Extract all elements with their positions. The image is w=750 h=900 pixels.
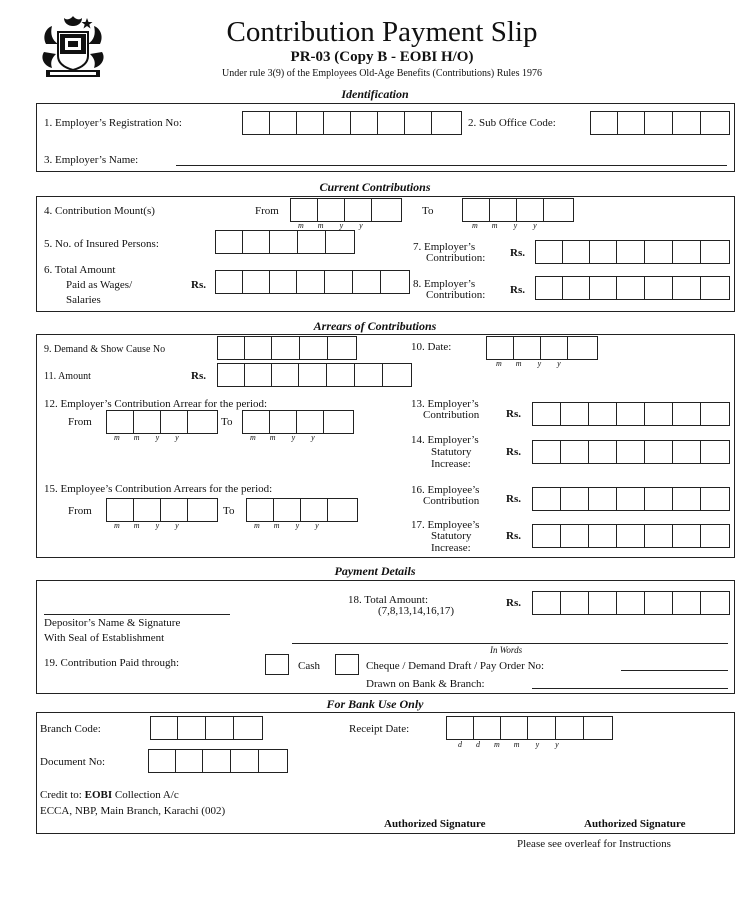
rs-label: Rs.	[510, 284, 525, 296]
drawn-on-line[interactable]	[532, 688, 728, 689]
total-amount-label-2: Paid as Wages/	[66, 279, 133, 291]
ecca-text: ECCA, NBP, Main Branch, Karachi (002)	[40, 805, 226, 817]
document-no-label: Document No:	[40, 756, 106, 768]
employer-statutory-14-sub2: Increase:	[431, 458, 471, 470]
total-amount-wages-field[interactable]	[215, 270, 410, 294]
employer-contribution-8-field[interactable]	[535, 276, 730, 300]
employer-registration-label: 1. Employer’s Registration No:	[44, 117, 182, 129]
employer-contribution-8-sub: Contribution:	[426, 289, 486, 301]
credit-to-text: Credit to: EOBI Collection A/c	[40, 789, 179, 801]
instructions-note: Please see overleaf for Instructions	[517, 838, 671, 850]
arrears-date-field[interactable]	[486, 336, 598, 360]
drawn-on-label: Drawn on Bank & Branch:	[366, 678, 485, 690]
current-from-month-year-field[interactable]	[290, 198, 402, 222]
employee-statutory-17-label: 17. Employee’s	[411, 519, 480, 531]
demand-show-cause-field[interactable]	[217, 336, 357, 360]
employer-contribution-13-field[interactable]	[532, 402, 730, 426]
rule-reference: Under rule 3(9) of the Employees Old-Age Benefits (Contributions) Rules 1976	[222, 68, 542, 79]
cheque-label: Cheque / Demand Draft / Pay Order No:	[366, 660, 545, 672]
from-label: From	[68, 505, 92, 517]
employee-arrear-period-label: 15. Employee’s Contribution Arrears for the period:	[44, 483, 273, 495]
receipt-date-label: Receipt Date:	[349, 723, 410, 735]
rs-label: Rs.	[506, 446, 521, 458]
employee-arrear-to-field[interactable]	[246, 498, 358, 522]
employer-contribution-8-label: 8. Employer’s	[413, 278, 476, 290]
cash-label: Cash	[298, 660, 320, 672]
section-arrears-heading: Arrears of Contributions	[313, 319, 437, 333]
rs-label: Rs.	[506, 408, 521, 420]
amount-in-words-line[interactable]	[292, 643, 728, 644]
current-to-month-year-field[interactable]	[462, 198, 574, 222]
mmyy-hint: m m y y	[496, 359, 561, 368]
total-amount-18-label: 18. Total Amount:	[348, 594, 429, 606]
employer-arrear-period-label: 12. Employer’s Contribution Arrear for the period:	[44, 398, 268, 410]
mmyy-hint: m m y y	[254, 521, 319, 530]
mmyy-hint: m m y y	[472, 221, 537, 230]
employer-name-label: 3. Employer’s Name:	[44, 154, 139, 166]
rs-label: Rs.	[506, 530, 521, 542]
branch-code-label: Branch Code:	[40, 723, 101, 735]
document-no-field[interactable]	[148, 749, 288, 773]
mmyy-hint: m m y y	[250, 433, 315, 442]
mmyy-hint: m m y y	[114, 433, 179, 442]
mmyy-hint: m m y y	[114, 521, 179, 530]
from-label: From	[68, 416, 92, 428]
authorized-signature-2: Authorized Signature	[584, 818, 686, 830]
employer-statutory-14-label: 14. Employer’s	[411, 434, 479, 446]
employee-contribution-16-field[interactable]	[532, 487, 730, 511]
contribution-months-label: 4. Contribution Mount(s)	[44, 205, 155, 217]
paid-through-label: 19. Contribution Paid through:	[44, 657, 180, 669]
employer-contribution-7-sub: Contribution:	[426, 252, 486, 264]
from-label: From	[255, 205, 279, 217]
sub-office-code-field[interactable]	[590, 111, 730, 135]
cash-checkbox[interactable]	[265, 654, 289, 675]
arrears-amount-field[interactable]	[217, 363, 412, 387]
total-amount-18-field[interactable]	[532, 591, 730, 615]
employer-contribution-13-sub: Contribution	[423, 409, 480, 421]
rs-label: Rs.	[191, 370, 206, 382]
page-title: Contribution Payment Slip	[226, 16, 538, 48]
to-label: To	[221, 416, 233, 428]
ddmmyy-hint: d d m m y y	[458, 740, 559, 749]
employee-contribution-16-label: 16. Employee’s	[411, 484, 480, 496]
employer-registration-field[interactable]	[242, 111, 462, 135]
depositor-label-2: With Seal of Establishment	[44, 632, 165, 644]
in-words-label: In Words	[490, 645, 523, 655]
sub-office-code-label: 2. Sub Office Code:	[468, 117, 556, 129]
arrears-amount-label: 11. Amount	[44, 371, 91, 382]
cheque-number-line[interactable]	[621, 670, 728, 671]
branch-code-field[interactable]	[150, 716, 263, 740]
employer-statutory-14-field[interactable]	[532, 440, 730, 464]
employer-arrear-from-field[interactable]	[106, 410, 218, 434]
employee-statutory-17-field[interactable]	[532, 524, 730, 548]
employer-statutory-14-sub: Statutory	[431, 446, 472, 458]
section-bank-heading: For Bank Use Only	[326, 697, 424, 711]
employee-arrear-from-field[interactable]	[106, 498, 218, 522]
authorized-signature-1: Authorized Signature	[384, 818, 486, 830]
section-payment-heading: Payment Details	[334, 564, 416, 578]
employer-name-field[interactable]	[176, 165, 727, 166]
section-identification-heading: Identification	[341, 87, 409, 101]
insured-persons-field[interactable]	[215, 230, 355, 254]
employer-arrear-to-field[interactable]	[242, 410, 354, 434]
employee-statutory-17-sub2: Increase:	[431, 542, 471, 554]
depositor-label: Depositor’s Name & Signature	[44, 617, 181, 629]
rs-label: Rs.	[510, 247, 525, 259]
total-amount-label: 6. Total Amount	[44, 264, 116, 276]
arrears-date-label: 10. Date:	[411, 341, 452, 353]
employee-contribution-16-sub: Contribution	[423, 495, 480, 507]
rs-label: Rs.	[506, 597, 521, 609]
to-label: To	[223, 505, 235, 517]
employer-contribution-7-label: 7. Employer’s	[413, 241, 476, 253]
employee-statutory-17-sub: Statutory	[431, 530, 472, 542]
section-current-heading: Current Contributions	[319, 180, 431, 194]
employer-contribution-7-field[interactable]	[535, 240, 730, 264]
cheque-checkbox[interactable]	[335, 654, 359, 675]
employer-contribution-13-label: 13. Employer’s	[411, 398, 479, 410]
receipt-date-field[interactable]	[446, 716, 613, 740]
rs-label: Rs.	[191, 279, 206, 291]
depositor-signature-line[interactable]	[44, 614, 230, 615]
rs-label: Rs.	[506, 493, 521, 505]
to-label: To	[422, 205, 434, 217]
total-amount-label-3: Salaries	[66, 294, 101, 306]
total-amount-18-sub: (7,8,13,14,16,17)	[378, 605, 455, 617]
mmyy-hint: m m y y	[298, 221, 363, 230]
insured-persons-label: 5. No. of Insured Persons:	[44, 238, 159, 250]
demand-show-cause-label: 9. Demand & Show Cause No	[44, 344, 166, 355]
form-code: PR-03 (Copy B - EOBI H/O)	[290, 49, 474, 65]
